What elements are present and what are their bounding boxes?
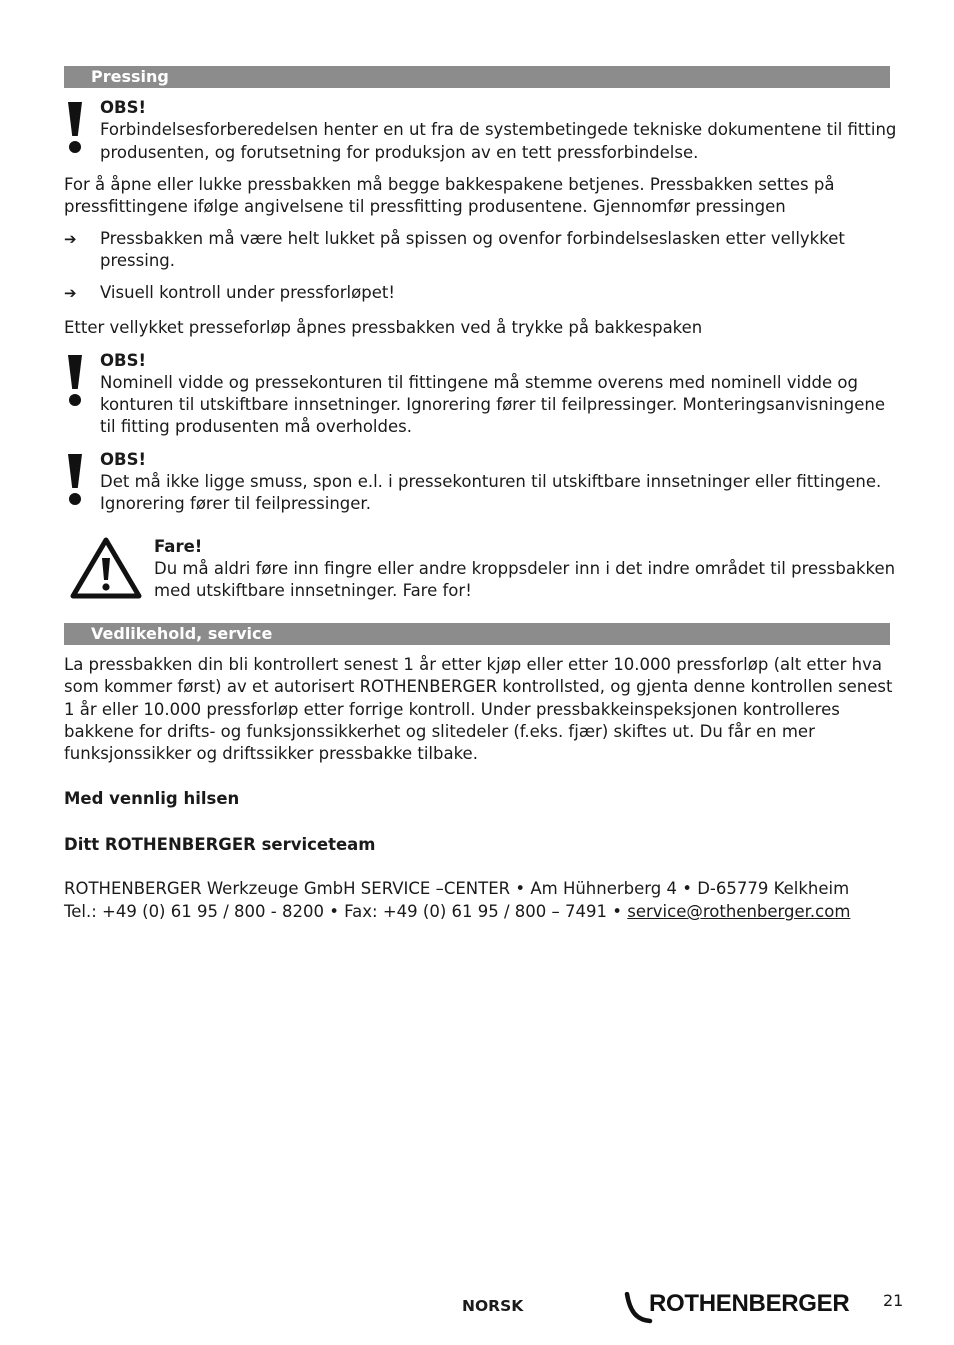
body-text-line: For å åpne eller lukke pressbakken må begge bakkespakene betjenes. Pressbakken settes på bbox=[64, 175, 835, 194]
bullet-text-line: Visuell kontroll under pressforløpet! bbox=[100, 283, 395, 302]
section-title: Vedlikehold, service bbox=[91, 624, 273, 643]
section-header-service bbox=[64, 623, 890, 645]
team-signature: Ditt ROTHENBERGER serviceteam bbox=[64, 835, 376, 854]
contact-text: Tel.: +49 (0) 61 95 / 800 - 8200 • Fax: +49 (0) 61 95 / 800 – 7491 • bbox=[64, 902, 628, 921]
warning-triangle-icon bbox=[70, 536, 142, 600]
address-line: ROTHENBERGER Werkzeuge GmbH SERVICE –CENTER • Am Hühnerberg 4 • D-65779 Kelkheim bbox=[64, 879, 850, 898]
page-number: 21 bbox=[883, 1291, 904, 1310]
email-link[interactable]: service@rothenberger.com bbox=[627, 902, 851, 921]
obs-title: OBS! bbox=[100, 450, 147, 469]
body-text-line: Etter vellykket presseforløp åpnes pressbakken ved å trykke på bakkespaken bbox=[64, 318, 703, 337]
arrow-right-icon: ➔ bbox=[64, 284, 77, 302]
danger-text-line: med utskiftbare innsetninger. Fare for! bbox=[154, 581, 472, 600]
danger-text-line: Du må aldri føre inn fingre eller andre kroppsdeler inn i det indre området til pressbakken bbox=[154, 559, 896, 578]
bullet-text-line: pressing. bbox=[100, 251, 175, 270]
obs-text-line: Forbindelsesforberedelsen henter en ut fra de systembetingede tekniske dokumentene til fitting bbox=[100, 120, 897, 139]
obs-title: OBS! bbox=[100, 98, 147, 117]
section-header-pressing bbox=[64, 66, 890, 88]
obs-text-line: Det må ikke ligge smuss, spon e.l. i pressekonturen til utskiftbare innsetninger eller fittingene. bbox=[100, 472, 882, 491]
obs-text-line: til fitting produsenten må overholdes. bbox=[100, 417, 412, 436]
obs-text-line: produsenten, og forutsetning for produksjon av en tett pressforbindelse. bbox=[100, 143, 699, 162]
arrow-right-icon: ➔ bbox=[64, 230, 77, 248]
body-text-line: som kommer først) av et autorisert ROTHENBERGER kontrollsted, og gjenta denne kontrollen senest bbox=[64, 677, 893, 696]
body-text-line: 1 år eller 10.000 pressforløp etter forrige kontroll. Under pressbakkeinspeksjonen kontrolleres bbox=[64, 700, 840, 719]
danger-title: Fare! bbox=[154, 537, 203, 556]
body-text-line: bakkene for drifts- og funksjonssikkerhet og slitedeler (f.eks. fjær) skiftes ut. Du får en mer bbox=[64, 722, 815, 741]
obs-text-line: Nominell vidde og pressekonturen til fittingene må stemme overens med nominell vidde og bbox=[100, 373, 858, 392]
logo-text: ROTHENBERGER bbox=[649, 1290, 850, 1317]
bullet-text-line: Pressbakken må være helt lukket på spissen og ovenfor forbindelseslasken etter vellykket bbox=[100, 229, 845, 248]
greeting: Med vennlig hilsen bbox=[64, 789, 240, 808]
body-text-line: funksjonssikker og driftssikker pressbakke tilbake. bbox=[64, 744, 478, 763]
body-text-line: La pressbakken din bli kontrollert senest 1 år etter kjøp eller etter 10.000 pressforløp (alt etter hva bbox=[64, 655, 883, 674]
obs-text-line: Ignorering fører til feilpressinger. bbox=[100, 494, 371, 513]
language-label: NORSK bbox=[462, 1297, 524, 1315]
body-text-line: pressfittingene ifølge angivelsene til pressfitting produsentene. Gjennomfør pressingen bbox=[64, 197, 786, 216]
section-title: Pressing bbox=[91, 67, 169, 86]
contact-line bbox=[64, 901, 850, 923]
obs-title: OBS! bbox=[100, 351, 147, 370]
obs-text-line: konturen til utskiftbare innsetninger. Ignorering fører til feilpressinger. Monteringsanvisningene bbox=[100, 395, 885, 414]
rothenberger-logo bbox=[624, 1290, 854, 1326]
